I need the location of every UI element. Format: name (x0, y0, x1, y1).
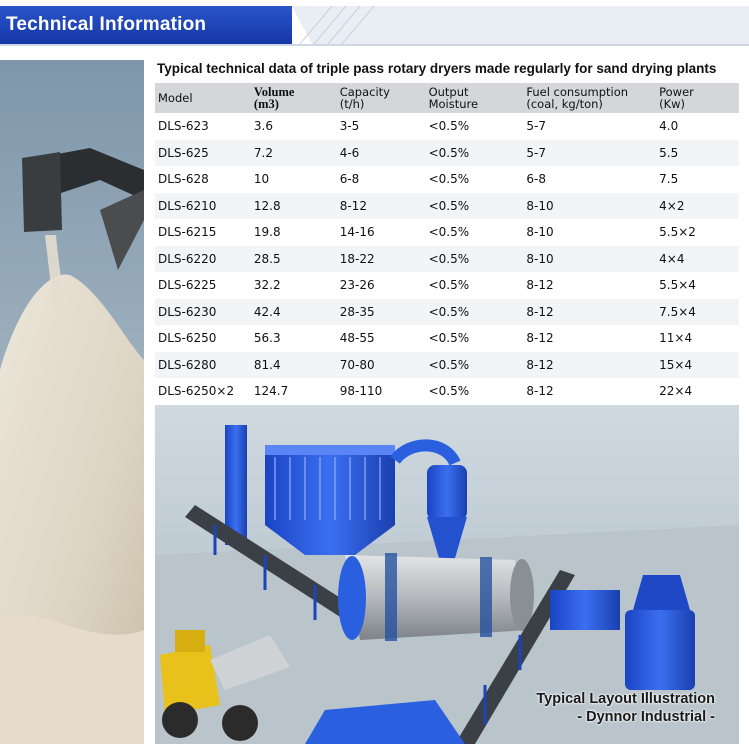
cell-moisture: <0.5% (428, 172, 470, 187)
cell-fuel: 6-8 (526, 172, 546, 187)
cell-moisture: <0.5% (429, 299, 527, 326)
header-band (0, 0, 749, 48)
col-header-fuel-consumption: Fuel consumption (coal, kg/ton) (526, 83, 659, 113)
cell-volume: 19.8 (253, 225, 281, 240)
cell-capacity: 14-16 (339, 225, 375, 240)
cell-fuel: 8-12 (526, 352, 659, 379)
cell-fuel: 8-12 (526, 331, 554, 346)
cell-power: 7.5 (659, 172, 679, 187)
cell-capacity: 98-110 (339, 384, 383, 399)
cell-model: DLS-6280 (155, 352, 254, 379)
cell-model: DLS-6250 (158, 331, 217, 346)
cell-capacity: 4-6 (340, 140, 429, 167)
cell-power: 5.5×4 (659, 278, 696, 293)
table-row (155, 219, 739, 246)
cell-moisture: <0.5% (429, 193, 527, 220)
cell-model: DLS-6225 (158, 278, 217, 293)
cell-fuel: 5-7 (526, 140, 659, 167)
cell-model: DLS-6215 (158, 225, 217, 240)
cell-moisture: <0.5% (428, 384, 470, 399)
cell-capacity: 70-80 (340, 352, 429, 379)
cell-volume: 7.2 (254, 140, 340, 167)
cell-moisture: <0.5% (429, 140, 527, 167)
col-header-capacity: Capacity (t/h) (340, 83, 429, 113)
section-title: Technical Information (6, 14, 207, 35)
cell-fuel: 5-7 (526, 119, 546, 134)
cell-volume: 28.5 (254, 246, 340, 273)
section-title-bar (0, 6, 292, 44)
cell-model: DLS-628 (158, 172, 209, 187)
table-row (155, 272, 739, 299)
illustration-caption-credit: - Dynnor Industrial - (577, 709, 715, 725)
cell-volume: 10 (253, 172, 270, 187)
table-row (155, 140, 739, 167)
cell-model: DLS-6250×2 (158, 384, 235, 399)
cell-moisture: <0.5% (429, 352, 527, 379)
illustration-caption (536, 690, 715, 726)
col-header-output-moisture: Output Moisture (429, 83, 527, 113)
cell-capacity: 28-35 (340, 299, 429, 326)
cell-power: 11×4 (659, 331, 693, 346)
table-row (155, 113, 739, 140)
cell-model: DLS-6220 (155, 246, 254, 273)
cell-power: 7.5×4 (659, 299, 739, 326)
cell-model: DLS-625 (155, 140, 254, 167)
header-decoration (292, 6, 749, 44)
cell-power: 4×2 (659, 193, 739, 220)
cell-fuel: 8-10 (526, 246, 659, 273)
header-rule (0, 44, 749, 46)
cell-power: 15×4 (659, 352, 739, 379)
cell-fuel: 8-12 (526, 384, 554, 399)
col-header-volume: Volume (m3) (254, 83, 340, 113)
cell-capacity: 23-26 (339, 278, 375, 293)
cell-power: 5.5×2 (659, 225, 696, 240)
cell-fuel: 8-10 (526, 225, 554, 240)
plant-layout-illustration (155, 405, 739, 744)
cell-model: DLS-6210 (155, 193, 254, 220)
cell-moisture: <0.5% (428, 331, 470, 346)
cell-model: DLS-623 (158, 119, 209, 134)
table-row (155, 246, 739, 273)
table-row (155, 378, 739, 405)
cell-volume: 81.4 (254, 352, 340, 379)
cell-moisture: <0.5% (428, 278, 470, 293)
table-row (155, 352, 739, 379)
cell-capacity: 6-8 (339, 172, 360, 187)
cell-power: 22×4 (659, 384, 693, 399)
table-row (155, 299, 739, 326)
cell-moisture: <0.5% (429, 246, 527, 273)
col-header-power: Power (Kw) (659, 83, 739, 113)
illustration-caption-title: Typical Layout Illustration (536, 691, 715, 707)
cell-fuel: 8-10 (526, 193, 659, 220)
cell-moisture: <0.5% (428, 119, 470, 134)
cell-volume: 3.6 (253, 119, 273, 134)
technical-data-table (155, 83, 739, 405)
cell-capacity: 18-22 (340, 246, 429, 273)
cell-capacity: 3-5 (339, 119, 360, 134)
cell-power: 5.5 (659, 140, 739, 167)
cell-power: 4.0 (659, 119, 679, 134)
cell-volume: 42.4 (254, 299, 340, 326)
col-header-model: Model (155, 83, 254, 113)
cell-volume: 12.8 (254, 193, 340, 220)
cell-fuel: 8-12 (526, 299, 659, 326)
cell-moisture: <0.5% (428, 225, 470, 240)
table-row (155, 193, 739, 220)
cell-capacity: 48-55 (339, 331, 375, 346)
cell-volume: 56.3 (253, 331, 281, 346)
cell-fuel: 8-12 (526, 278, 554, 293)
table-header-row (155, 83, 739, 113)
cell-volume: 124.7 (253, 384, 289, 399)
cell-capacity: 8-12 (340, 193, 429, 220)
table-row (155, 166, 739, 193)
cell-model: DLS-6230 (155, 299, 254, 326)
cell-volume: 32.2 (253, 278, 281, 293)
cell-power: 4×4 (659, 246, 739, 273)
table-row (155, 325, 739, 352)
table-caption: Typical technical data of triple pass rotary dryers made regularly for sand drying plants (157, 61, 717, 76)
sand-pile-photo (0, 60, 144, 744)
